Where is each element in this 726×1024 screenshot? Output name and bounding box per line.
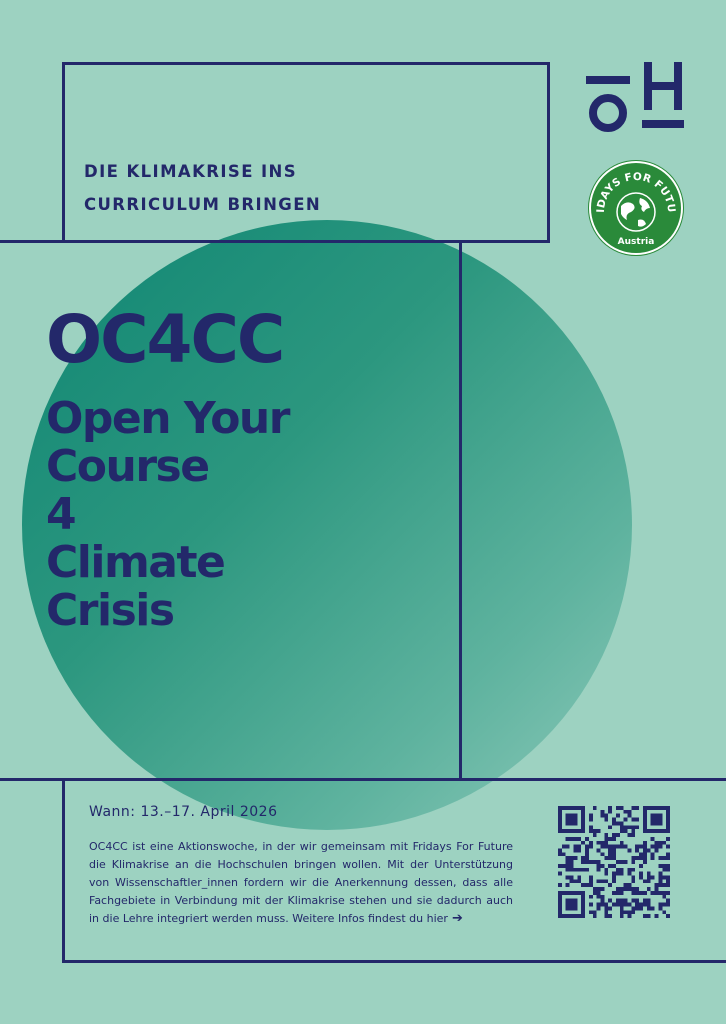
hero-line: Open Your [46, 393, 289, 444]
description-text: OC4CC ist eine Aktionswoche, in der wir gemeinsam mit Fridays For Future die Klimakrise an die Hochschulen bringen wollen. Mit der Unterstützung von Wissenschaftler_innen fordern wir die Anerkennung dessen, dass alle Fachgebiete in Verbindung mit der Klimakrise stehen und sie dadurch auch in die Lehre integriert werden muss. Weitere Infos findest du hier [89, 840, 513, 925]
frame-line [459, 240, 462, 781]
qr-code[interactable] [558, 806, 670, 918]
kicker-line-2: CURRICULUM BRINGEN [84, 195, 322, 214]
kicker-heading [84, 155, 321, 221]
hero-line: Course [46, 441, 209, 492]
oeh-logo [584, 62, 684, 134]
event-date: Wann: 13.–17. April 2026 [89, 804, 278, 820]
hero-line: Crisis [46, 585, 174, 636]
kicker-line-1: DIE KLIMAKRISE INS [84, 162, 298, 181]
hero-line: Climate [46, 537, 225, 588]
arrow-right-icon[interactable]: ➔ [451, 911, 463, 926]
fridays-for-future-logo [588, 160, 684, 256]
hero-line: 4 [46, 489, 76, 540]
fff-logo-text: IDAYS FOR FUTU [594, 170, 678, 214]
hero-acronym: OC4CC [46, 301, 284, 378]
fff-logo-sub: Austria [617, 237, 655, 247]
frame-line [0, 778, 726, 781]
hero-subtitle [46, 395, 289, 635]
frame-line [0, 240, 462, 243]
oeh-logo-label: ÖH [584, 62, 586, 63]
frame-line [62, 960, 726, 963]
frame-line [62, 778, 65, 963]
hero-title [46, 301, 289, 636]
event-description [89, 838, 513, 928]
